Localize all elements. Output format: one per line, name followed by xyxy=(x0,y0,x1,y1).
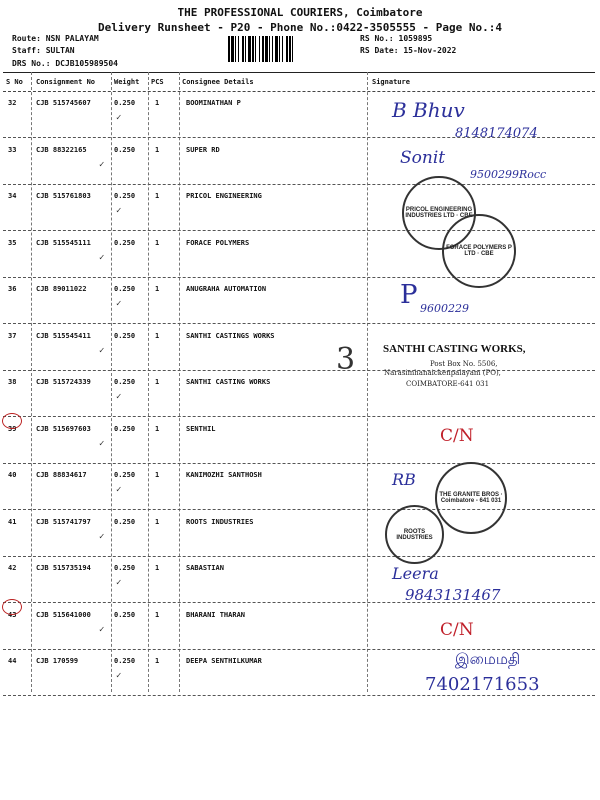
granite-bros-stamp: THE GRANITE BROS · Coimbatore - 641 031 xyxy=(435,462,507,534)
signature-32: B Bhuv xyxy=(392,98,465,122)
row-consignment-no: CJB 515724339 xyxy=(36,378,91,386)
row-consignment-no: CJB 515545411 xyxy=(36,331,91,340)
row-consignee: FORACE POLYMERS xyxy=(186,238,250,247)
column-header-row xyxy=(3,72,595,92)
row-pcs: 1 xyxy=(155,238,160,247)
row-sno: 38 xyxy=(8,378,17,386)
phone-32: 8148174074 xyxy=(455,126,538,141)
signature-44: இமைமதி xyxy=(455,650,521,668)
row-pcs: 1 xyxy=(155,285,160,293)
cn-mark-43: C/N xyxy=(440,620,474,640)
row-consignee: ANUGRAHA AUTOMATION xyxy=(186,285,267,293)
row-consignee: SABASTIAN xyxy=(186,564,224,572)
row-pcs: 1 xyxy=(155,610,160,619)
row-sno: 44 xyxy=(8,657,17,665)
drs-number: DRS No.: DCJB105989504 xyxy=(12,59,118,68)
phone-42: 9843131467 xyxy=(405,586,501,604)
row-sno: 42 xyxy=(8,564,17,572)
signature-33: Sonit xyxy=(400,148,446,168)
check-mark-icon: ✓ xyxy=(99,159,105,170)
row-sno: 32 xyxy=(8,99,17,107)
row-consignee: DEEPA SENTHILKUMAR xyxy=(186,657,262,665)
runsheet-row xyxy=(3,417,595,464)
runsheet-row xyxy=(3,184,595,231)
signature-37-38: 3 xyxy=(336,342,356,377)
row-consignment-no: CJB 515745607 xyxy=(36,99,91,107)
row-weight: 0.250 xyxy=(114,424,136,433)
row-weight: 0.250 xyxy=(114,331,136,340)
runsheet-row xyxy=(3,603,595,650)
row-consignee: BOOMINATHAN P xyxy=(186,99,241,107)
col-consignee: Consignee Details xyxy=(182,78,254,86)
check-mark-icon: ✓ xyxy=(99,531,105,542)
row-consignee: SANTHI CASTING WORKS xyxy=(186,378,271,386)
row-consignment-no: CJB 515735194 xyxy=(36,564,91,572)
check-mark-icon: ✓ xyxy=(116,299,122,309)
row-pcs: 1 xyxy=(155,145,160,154)
pricol-stamp: PRICOL ENGINEERING INDUSTRIES LTD · CBE xyxy=(402,176,476,250)
row-consignment-no: CJB 515741797 xyxy=(36,517,91,526)
runsheet-row xyxy=(3,510,595,557)
row-weight: 0.250 xyxy=(114,610,136,619)
santhi-stamp-line1: Post Box No. 5506, xyxy=(430,360,498,368)
row-consignment-no: CJB 515641000 xyxy=(36,610,91,619)
row-sno: 39 xyxy=(8,424,17,433)
col-sno: S No xyxy=(6,78,23,86)
row-weight: 0.250 xyxy=(114,99,136,107)
check-mark-icon: ✓ xyxy=(116,206,122,216)
row-sno: 43 xyxy=(8,610,17,619)
santhi-stamp-line2: Narasimhanaickenpalayam (PO), xyxy=(384,369,501,377)
row-consignee: PRICOL ENGINEERING xyxy=(186,192,262,200)
row-sno: 41 xyxy=(8,517,17,526)
signature-40: RB xyxy=(392,470,416,489)
signature-42: Leera xyxy=(392,564,439,583)
row-pcs: 1 xyxy=(155,517,160,526)
row-consignment-no: CJB 88322165 xyxy=(36,145,87,154)
row-weight: 0.250 xyxy=(114,517,136,526)
check-mark-icon: ✓ xyxy=(99,252,105,263)
forace-stamp: FORACE POLYMERS P LTD · CBE xyxy=(442,214,516,288)
col-pcs: PCS xyxy=(151,78,164,86)
row-43-circle-mark xyxy=(2,599,22,615)
row-pcs: 1 xyxy=(155,331,160,340)
cn-mark-39: C/N xyxy=(440,426,474,446)
roots-industries-stamp: ROOTS INDUSTRIES xyxy=(385,505,444,564)
row-sno: 34 xyxy=(8,192,17,200)
barcode xyxy=(228,36,356,62)
runsheet-row xyxy=(3,556,595,603)
row-consignee: ROOTS INDUSTRIES xyxy=(186,517,254,526)
row-sno: 35 xyxy=(8,238,17,247)
check-mark-icon: ✓ xyxy=(99,624,105,635)
row-weight: 0.250 xyxy=(114,657,136,665)
row-pcs: 1 xyxy=(155,424,160,433)
staff-label: Staff: SULTAN xyxy=(12,46,75,55)
phone-44: 7402171653 xyxy=(425,674,540,695)
row-weight: 0.250 xyxy=(114,285,136,293)
row-consignment-no: CJB 170599 xyxy=(36,657,79,665)
runsheet-row xyxy=(3,277,595,324)
row-pcs: 1 xyxy=(155,99,160,107)
row-pcs: 1 xyxy=(155,657,160,665)
rs-date: RS Date: 15-Nov-2022 xyxy=(360,46,457,55)
row-sno: 36 xyxy=(8,285,17,293)
row-weight: 0.250 xyxy=(114,145,136,154)
row-pcs: 1 xyxy=(155,564,160,572)
row-sno: 37 xyxy=(8,331,17,340)
row-39-circle-mark xyxy=(2,413,22,429)
phone-36: 9600229 xyxy=(420,302,469,315)
col-signature: Signature xyxy=(372,78,410,86)
row-consignee: KANIMOZHI SANTHOSH xyxy=(186,471,262,479)
santhi-stamp-name: SANTHI CASTING WORKS, xyxy=(383,343,526,355)
check-mark-icon: ✓ xyxy=(99,438,105,449)
row-sno: 33 xyxy=(8,145,17,154)
rs-number: RS No.: 1059895 xyxy=(360,34,433,43)
santhi-stamp-line3: COIMBATORE-641 031 xyxy=(406,380,490,388)
route-label: Route: NSN PALAYAM xyxy=(12,34,99,43)
row-weight: 0.250 xyxy=(114,471,136,479)
row-pcs: 1 xyxy=(155,471,160,479)
row-consignee: SUPER RD xyxy=(186,145,220,154)
check-mark-icon: ✓ xyxy=(99,345,105,356)
signature-36-initial: P xyxy=(400,280,418,310)
check-mark-icon: ✓ xyxy=(116,113,122,123)
row-consignment-no: CJB 89011022 xyxy=(36,285,87,293)
col-consignment: Consignment No xyxy=(36,78,96,86)
row-pcs: 1 xyxy=(155,378,160,386)
barcode-bar xyxy=(293,36,296,62)
check-mark-icon: ✓ xyxy=(116,671,122,681)
row-weight: 0.250 xyxy=(114,378,136,386)
check-mark-icon: ✓ xyxy=(116,578,122,588)
row-consignment-no: CJB 515545111 xyxy=(36,238,91,247)
row-consignment-no: CJB 88834617 xyxy=(36,471,87,479)
check-mark-icon: ✓ xyxy=(116,392,122,402)
row-weight: 0.250 xyxy=(114,192,136,200)
row-sno: 40 xyxy=(8,471,17,479)
row-consignee: BHARANI THARAN xyxy=(186,610,246,619)
runsheet-subtitle: Delivery Runsheet - P20 - Phone No.:0422-3505555 - Page No.:4 xyxy=(98,21,502,34)
row-pcs: 1 xyxy=(155,192,160,200)
phone-33: 9500299Rocc xyxy=(470,168,547,181)
check-mark-icon: ✓ xyxy=(116,485,122,495)
row-weight: 0.250 xyxy=(114,564,136,572)
row-weight: 0.250 xyxy=(114,238,136,247)
row-consignment-no: CJB 515697603 xyxy=(36,424,91,433)
row-consignee: SENTHIL xyxy=(186,424,216,433)
runsheet-title: THE PROFESSIONAL COURIERS, Coimbatore xyxy=(177,6,423,19)
col-weight: Weight xyxy=(114,78,140,86)
row-consignment-no: CJB 515761803 xyxy=(36,192,91,200)
runsheet-row xyxy=(3,370,595,417)
row-consignee: SANTHI CASTINGS WORKS xyxy=(186,331,275,340)
